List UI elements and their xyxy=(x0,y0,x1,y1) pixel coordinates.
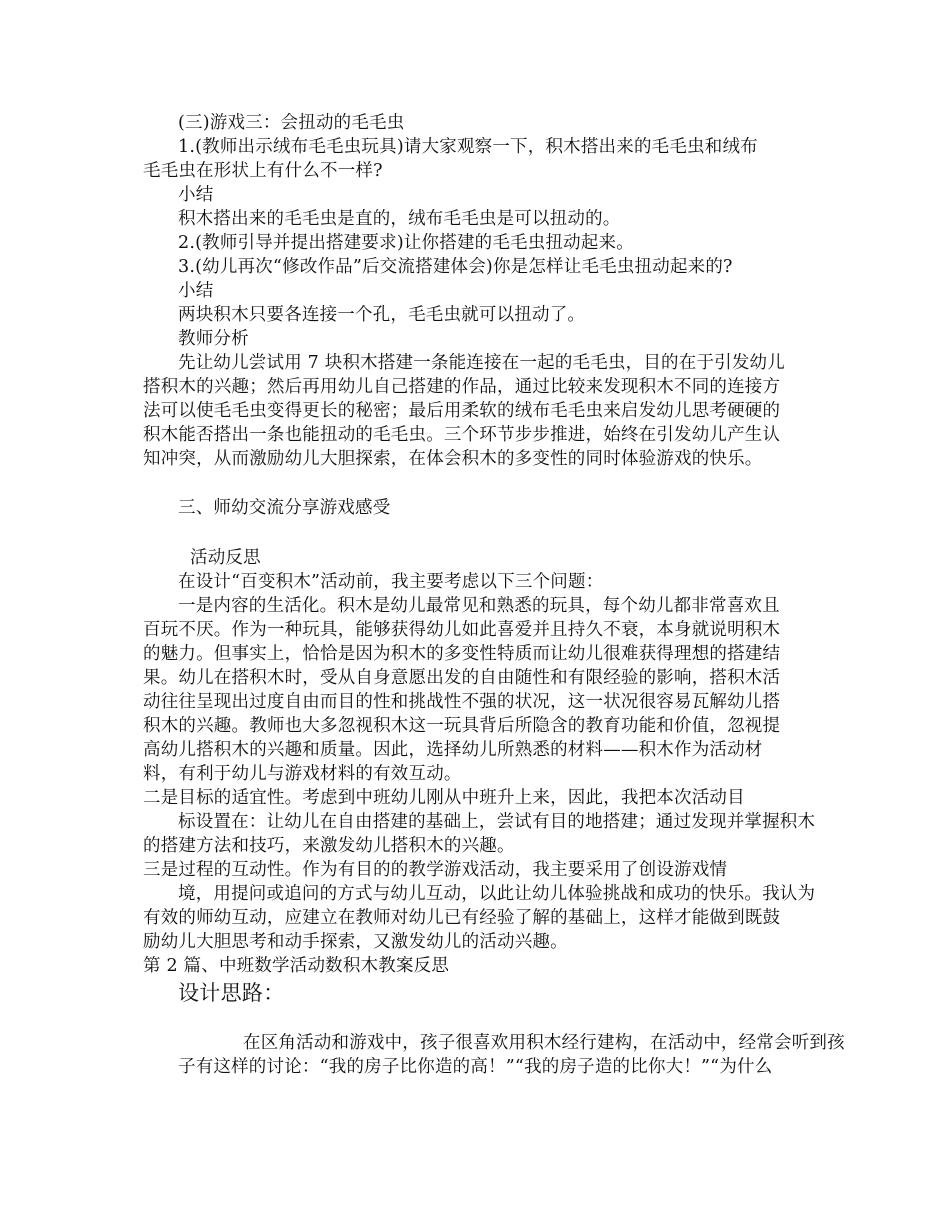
paragraph-line: 法可以使毛毛虫变得更长的秘密；最后用柔软的绒布毛毛虫来启发幼儿思考硬硬的 xyxy=(143,401,781,421)
paragraph-line: 有效的师幼互动，应建立在教师对幼儿已有经验了解的基础上，这样才能做到既鼓 xyxy=(143,908,781,928)
paragraph-line: 2.(教师引导并提出搭建要求)让你搭建的毛毛虫扭动起来。 xyxy=(178,233,634,253)
paragraph-line: 境，用提问或追问的方式与幼儿互动，以此让幼儿体验挑战和成功的快乐。我认为 xyxy=(178,884,816,904)
paragraph-line: 两块积木只要各连接一个孔，毛毛虫就可以扭动了。 xyxy=(178,305,586,325)
section-heading-game-three: (三)游戏三：会扭动的毛毛虫 xyxy=(178,113,405,133)
paragraph-line: 知冲突，从而激励幼儿大胆探索，在体会积木的多变性的同时体验游戏的快乐。 xyxy=(143,449,763,469)
paragraph-line: 毛毛虫在形状上有什么不一样? xyxy=(143,161,383,181)
paragraph-line: 百玩不厌。作为一种玩具，能够获得幼儿如此喜爱并且持久不衰，本身就说明积木 xyxy=(143,620,781,640)
paragraph-line: 励幼儿大胆思考和动手探索，又激发幼儿的活动兴趣。 xyxy=(143,932,568,952)
paragraph-line: 第 2 篇、中班数学活动数积木教案反思 xyxy=(143,956,450,976)
paragraph-line: 果。幼儿在搭积木时，受从自身意愿出发的自由随性和有限经验的影响，搭积木活 xyxy=(143,668,781,688)
subheading-summary: 小结 xyxy=(178,281,214,301)
section-heading-three: 三、师幼交流分享游戏感受 xyxy=(178,498,391,518)
paragraph-line: 子有这样的讨论：“我的房子比你造的高！”“我的房子造的比你大！”“为什么 xyxy=(178,1057,773,1077)
paragraph-line: 的魅力。但事实上，恰恰是因为积木的多变性特质而让幼儿很难获得理想的搭建结 xyxy=(143,644,781,664)
paragraph-line: 料，有利于幼儿与游戏材料的有效互动。 xyxy=(143,764,462,784)
paragraph-line: 动往往呈现出过度自由而目的性和挑战性不强的状况，这一状况很容易瓦解幼儿搭 xyxy=(143,692,781,712)
subheading-reflection: 活动反思 xyxy=(190,548,261,568)
paragraph-line: 积木搭出来的毛毛虫是直的，绒布毛毛虫是可以扭动的。 xyxy=(178,209,621,229)
paragraph-line: 二是目标的适宜性。考虑到中班幼儿刚从中班升上来，因此，我把本次活动目 xyxy=(143,788,745,808)
paragraph-line: 1.(教师出示绒布毛毛虫玩具)请大家观察一下，积木搭出来的毛毛虫和绒布 xyxy=(178,137,758,157)
paragraph-line: 一是内容的生活化。积木是幼儿最常见和熟悉的玩具，每个幼儿都非常喜欢且 xyxy=(178,596,780,616)
paragraph-line: 积木能否搭出一条也能扭动的毛毛虫。三个环节步步推进，始终在引发幼儿产生认 xyxy=(143,425,781,445)
paragraph-line: 在设计“百变积木”活动前，我主要考虑以下三个问题： xyxy=(178,572,604,592)
paragraph-line: 高幼儿搭积木的兴趣和质量。因此，选择幼儿所熟悉的材料——积木作为活动材 xyxy=(143,740,763,760)
paragraph-line: 3.(幼儿再次“修改作品”后交流搭建体会)你是怎样让毛毛虫扭动起来的? xyxy=(178,257,733,277)
chapter-heading: 设计思路： xyxy=(178,981,285,1005)
subheading-summary: 小结 xyxy=(178,185,214,205)
paragraph-line: 标设置在：让幼儿在自由搭建的基础上，尝试有目的地搭建；通过发现并掌握积木 xyxy=(178,812,816,832)
paragraph-line: 三是过程的互动性。作为有目的的教学游戏活动，我主要采用了创设游戏情 xyxy=(143,860,728,880)
paragraph-line: 搭积木的兴趣；然后再用幼儿自己搭建的作品，通过比较来发现积木不同的连接方 xyxy=(143,377,781,397)
subheading-teacher-analysis: 教师分析 xyxy=(178,329,249,349)
subheading-design-idea: 在区角活动和游戏中，孩子很喜欢用积木经行建构，在活动中，经常会听到孩 xyxy=(243,1033,845,1053)
paragraph-line: 的搭建方法和技巧，来激发幼儿搭积木的兴趣。 xyxy=(143,836,515,856)
paragraph-line: 先让幼儿尝试用 7 块积木搭建一条能连接在一起的毛毛虫，目的在于引发幼儿 xyxy=(178,353,785,373)
paragraph-line: 积木的兴趣。教师也大多忽视积木这一玩具背后所隐含的教育功能和价值，忽视提 xyxy=(143,716,781,736)
